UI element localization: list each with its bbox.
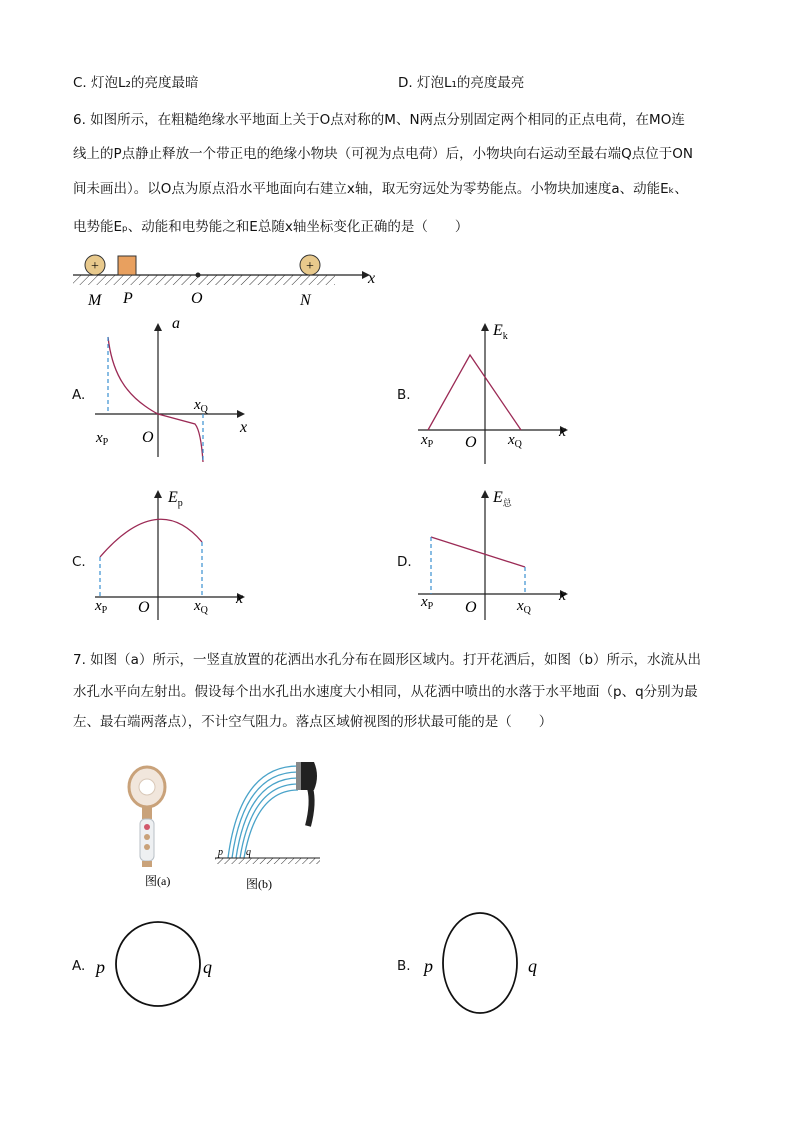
shower-head-figure: [125, 765, 195, 890]
q7-option-a-letter: A.: [72, 958, 86, 974]
graph-d: [413, 482, 583, 622]
q6-option-a-letter: A.: [72, 387, 86, 403]
q7-option-b-figure: [418, 910, 548, 1020]
shower-bead-3: [144, 844, 150, 850]
graph-a-xq: $x_Q$: [194, 397, 208, 415]
shower-bead-2: [144, 834, 150, 840]
shower-face: [139, 779, 155, 795]
graph-b-ylabel: $E_k$: [493, 322, 508, 342]
graph-b: [413, 312, 583, 467]
q6-option-c-letter: C.: [72, 554, 86, 570]
block-p: [118, 256, 136, 275]
graph-b-curve: [428, 355, 521, 430]
charge-m-plus: +: [91, 259, 99, 274]
stream-5: [244, 790, 298, 858]
option-a-q: q: [203, 957, 212, 977]
shower-bead-1: [144, 824, 150, 830]
label-m: M: [88, 292, 102, 309]
x-label: x: [368, 270, 376, 287]
water-stream-figure: [210, 758, 330, 893]
graph-c-y-arrow: [154, 490, 162, 498]
q6-line2: 线上的P点静止释放一个带正电的绝缘小物块（可视为点电荷）后，小物块向右运动至最右端Q点位于ON: [73, 146, 693, 162]
graph-d-ylabel: $E_总$: [493, 489, 512, 508]
q7-line1: 7. 如图（a）所示，一竖直放置的花洒出水孔分布在圆形区域内。打开花洒后，如图（b）所示，水流从出: [73, 652, 702, 668]
graph-b-xp: $x_P$: [421, 432, 434, 450]
shower-face-side: [296, 762, 301, 790]
graph-c-xlabel: x: [236, 590, 244, 607]
stream-3: [236, 778, 298, 858]
graph-d-xp: $x_P$: [421, 594, 434, 612]
floor-hatch: [215, 858, 320, 864]
graph-d-xq: $x_Q$: [517, 598, 531, 616]
label-o: O: [191, 290, 203, 307]
graph-b-origin: O: [465, 434, 477, 451]
option-d-text: D. 灯泡L₁的亮度最亮: [398, 75, 525, 91]
shower-neck: [142, 807, 152, 819]
graph-a-ylabel: a: [172, 315, 180, 332]
fig-b-q: q: [246, 847, 251, 858]
option-a-p: p: [96, 957, 105, 977]
charge-setup-figure: [60, 245, 390, 310]
option-b-q: q: [528, 956, 537, 976]
graph-d-curve: [431, 537, 525, 567]
shower-base: [142, 861, 152, 867]
vertical-ellipse-shape: [443, 913, 517, 1013]
graph-a-curve: [108, 337, 203, 462]
graph-a-x-arrow: [237, 410, 245, 418]
graph-a-origin: O: [142, 429, 154, 446]
shower-side: [300, 762, 317, 790]
graph-a-xlabel: x: [240, 419, 248, 436]
option-c-text: C. 灯泡L₂的亮度最暗: [73, 75, 199, 91]
graph-c-xq: $x_Q$: [194, 598, 208, 616]
ground-hatch: [73, 275, 335, 285]
graph-b-xlabel: x: [559, 423, 567, 440]
graph-a-y-arrow: [154, 323, 162, 331]
fig-b-p: p: [218, 847, 223, 858]
graph-a-xp: $x_P$: [96, 430, 109, 448]
graph-c-curve: [100, 519, 202, 557]
q6-option-d-letter: D.: [397, 554, 412, 570]
q6-option-b-letter: B.: [397, 387, 411, 403]
q6-line4: 电势能Eₚ、动能和电势能之和E总随x轴坐标变化正确的是（ ）: [73, 219, 469, 235]
q7-line2: 水孔水平向左射出。假设每个出水孔出水速度大小相同，从花洒中喷出的水落于水平地面（p、q分别为最: [73, 684, 698, 700]
circle-shape: [116, 922, 200, 1006]
graph-c-ylabel: $E_p$: [168, 489, 183, 509]
label-p: P: [123, 290, 133, 307]
option-b-p: p: [424, 956, 433, 976]
q7-option-a-figure: [90, 918, 220, 1013]
graph-a: [90, 312, 260, 462]
graph-d-origin: O: [465, 599, 477, 616]
graph-c-origin: O: [138, 599, 150, 616]
graph-b-y-arrow: [481, 323, 489, 331]
charge-n-plus: +: [306, 259, 314, 274]
fig-b-caption: 图(b): [246, 877, 272, 891]
q6-line3: 间未画出）。以O点为原点沿水平地面向右建立x轴，取无穷远处为零势能点。小物块加速度a、动能Eₖ、: [73, 181, 688, 197]
shower-handle-side: [308, 788, 312, 826]
graph-b-xq: $x_Q$: [508, 432, 522, 450]
graph-c-xp: $x_P$: [95, 598, 108, 616]
point-o: [196, 273, 201, 278]
fig-a-caption: 图(a): [145, 874, 171, 888]
graph-c: [90, 482, 260, 622]
q6-line1: 6. 如图所示，在粗糙绝缘水平地面上关于O点对称的M、N两点分别固定两个相同的正点电荷，在MO连: [73, 112, 685, 128]
q7-line3: 左、最右端两落点），不计空气阻力。落点区域俯视图的形状最可能的是（ ）: [73, 714, 553, 730]
graph-d-xlabel: x: [559, 587, 567, 604]
graph-d-y-arrow: [481, 490, 489, 498]
q7-option-b-letter: B.: [397, 958, 411, 974]
label-n: N: [300, 292, 311, 309]
